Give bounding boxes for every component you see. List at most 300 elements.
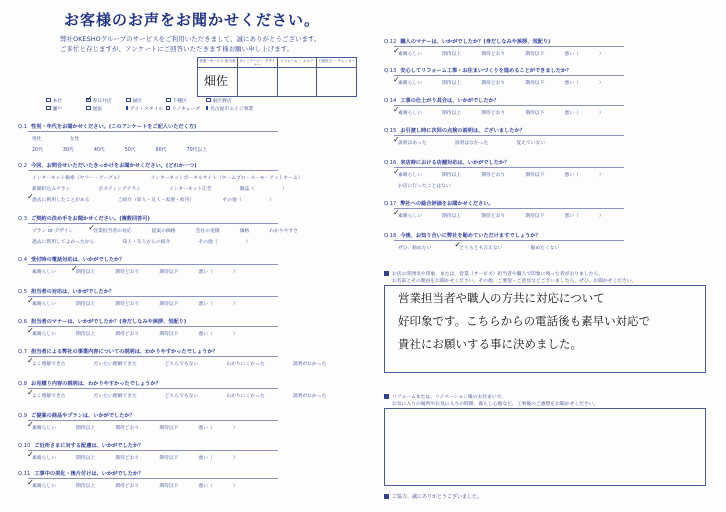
answer-option[interactable] [159,454,178,461]
answer-option[interactable] [94,146,105,153]
question-number: Q.1 [18,124,28,130]
answer-option[interactable] [233,300,238,307]
answer-option-label: ポスティングチラシ [98,187,141,192]
answer-options [393,208,604,219]
answer-option-label: 期待以上 [76,332,96,337]
answer-option[interactable] [442,79,461,86]
answer-option-label: 期待以下 [525,214,545,219]
question-title [18,162,197,169]
form-title: お客様のお声をお聞かせください。 [64,11,321,29]
answer-options [393,46,604,57]
answer-option[interactable] [270,196,275,203]
answer-option[interactable] [165,392,199,399]
branch-label: リノキューブ [171,106,200,112]
answer-option-label: 価格 [239,229,250,234]
answer-option-label: 過去に利用してよかったから [32,240,95,245]
answer-option[interactable] [442,212,461,219]
answer-options [32,238,250,245]
answer-option[interactable] [165,360,199,367]
checkmark-icon: ✓ [27,478,34,487]
answer-option[interactable] [159,300,178,307]
branch-option[interactable] [86,105,120,112]
answer-option[interactable] [393,46,422,57]
answer-option-label: 期待以下 [525,111,545,116]
branch-row [46,93,276,104]
answer-option[interactable] [198,330,212,337]
branch-option[interactable] [46,97,80,104]
answer-option[interactable] [94,392,137,399]
question-text: 性別・年代をお聞かせください。(このアンケートをご記入いただく方) [31,124,197,130]
answer-option-label: ） [232,302,238,307]
question-text: ご近所さまに対する配慮は、いかがでしたか？ [34,443,144,449]
answer-option[interactable] [159,330,178,337]
answer-option[interactable] [481,79,505,86]
answer-option-label: だいたい理解できた [93,362,137,367]
branch-option[interactable] [166,105,200,112]
footer-thanks [384,493,482,500]
answer-option[interactable] [599,109,604,116]
answer-option[interactable] [27,478,56,489]
question-number: Q.4 [18,257,28,263]
intro-line: 弊社OKESHOグループのサービスをご利用いただきまして、誠にありがとうございます。 [60,35,321,43]
question-underline [28,131,278,132]
answer-option-label: ） [269,198,275,203]
answer-option[interactable] [198,424,212,431]
question-underline [28,223,278,224]
answer-option[interactable] [32,238,94,245]
answer-option[interactable] [393,75,422,86]
answer-option[interactable] [169,185,212,192]
answer-option-label: ） [282,187,287,192]
question-underline [394,105,624,106]
answer-option[interactable] [159,424,178,431]
answer-option[interactable] [393,105,422,116]
branch-option[interactable] [126,105,164,112]
branch-option[interactable] [206,97,240,104]
question-number: Q.18 [384,233,397,239]
comment2-prompt-line: リフォームまたは、リノベーション後のお住まいで、 [392,395,507,400]
question-underline [28,356,278,357]
question-title [384,67,571,74]
answer-option-label: 悪い（ [198,484,213,489]
answer-option-label: 期待以下 [159,270,179,275]
checkmark-icon: ✓ [27,192,34,201]
answer-option-label: ） [598,52,604,57]
checkbox-icon[interactable] [166,106,170,111]
answer-option-label: 覚えていない [516,141,546,146]
question-number: Q.13 [384,68,397,74]
stamp-header: 工程担当 ・ チェッカー [317,58,356,68]
answer-option-label: 期待以上 [442,111,462,116]
answer-option-label: 営業担当者の対応 [93,229,132,234]
comment1-handwriting: 好印象です。こちらからの電話後も素早い対応で [398,314,651,328]
answer-option-label: 素晴らしい [398,214,422,219]
question-number: Q.8 [18,381,28,387]
answer-option-label: ） [232,456,238,461]
answer-option-label: 説明がなかった [292,394,327,399]
answer-option[interactable] [442,50,461,57]
answer-option[interactable] [32,135,42,142]
answer-option-label: 期待以上 [442,81,462,86]
branch-label: 尾張 [92,106,103,112]
answer-option[interactable] [159,482,178,489]
answer-option[interactable] [198,482,212,489]
question-number: Q.9 [18,413,28,419]
question-underline [394,135,624,136]
question-underline [394,46,624,47]
answer-option[interactable] [564,50,578,57]
question-text: 担当者の対応は、いかがでしたか？ [31,289,115,295]
answer-option-label: 60代 [155,148,167,153]
answer-option[interactable] [198,300,212,307]
checkbox-icon[interactable] [126,106,128,111]
answer-option-label: 説明はなかった [454,141,489,146]
answer-option[interactable] [115,300,139,307]
checkbox-icon[interactable] [46,98,51,103]
answer-option[interactable] [393,135,427,146]
answer-option[interactable] [32,174,122,181]
answer-option[interactable] [564,109,578,116]
checkbox-icon[interactable] [86,93,93,103]
answer-option[interactable] [150,174,302,181]
question-text: ご提案の商品やプランは、いかがでしたか？ [31,413,135,419]
answer-option[interactable] [226,360,264,367]
answer-option[interactable] [233,482,238,489]
question-text: 受付時の電話対応は、いかがでしたか？ [31,257,125,263]
answer-option-label: ） [598,81,604,86]
question-text: 安心してリフォーム工事・お住まいづくりを進めることができましたか？ [400,68,572,74]
answer-option[interactable] [27,296,56,307]
question-text: お見積り内容の説明は、わかりやすかったでしょうか？ [31,381,161,387]
answer-option[interactable] [233,454,238,461]
answer-option[interactable] [233,268,238,275]
answer-option-label: 男性 [32,137,42,142]
answer-option-label: どちらとも言えない [459,246,503,251]
answer-option[interactable] [525,79,544,86]
bullet-square-icon [384,394,389,399]
checkmark-icon: ✓ [27,296,34,305]
question-title [18,288,114,295]
branch-label: 緑区 [132,98,143,104]
answer-option-label: どちらでもない [164,394,199,399]
question-number: Q.11 [18,471,31,477]
checkmark-icon: ✓ [27,356,34,365]
checkmark-icon: ✓ [454,240,462,249]
checkmark-icon: ✓ [27,388,34,397]
question-title [384,200,494,207]
answer-option-label: その他（ [222,198,242,203]
answer-option[interactable] [198,454,212,461]
question-underline [28,296,278,297]
answer-option[interactable] [481,109,505,116]
checkbox-icon[interactable] [166,98,171,103]
checkbox-icon[interactable] [46,106,51,111]
answer-option-label: 30代 [62,148,74,153]
checkmark-icon: ✓ [88,223,95,232]
answer-options [398,240,560,251]
answer-option-label: インターネット広告 [169,187,212,192]
answer-options [27,478,238,489]
answer-option[interactable] [564,171,578,178]
answer-option-label: 素晴らしい [398,173,422,178]
answer-option[interactable] [525,109,544,116]
answer-option[interactable] [233,424,238,431]
answer-option[interactable] [27,356,66,367]
answer-option-label: 期待どおり [481,214,506,219]
question-text: 工事の仕上がり具合は、いかがでしたか？ [400,98,499,104]
question-title [384,159,509,166]
question-text: 職人のマナーは、いかがでしたか？(身だしなみや挨拶、気配り) [400,39,551,45]
comment2-box[interactable] [384,408,706,486]
checkmark-icon: ✓ [393,105,400,114]
answer-option[interactable] [198,238,217,245]
answer-option[interactable] [115,482,139,489]
answer-options [27,326,238,337]
branch-option[interactable] [206,105,254,112]
answer-options [398,182,451,189]
answer-option[interactable] [599,79,604,86]
answer-option-label: 悪い（ [564,173,579,178]
stamp-column [198,58,238,96]
answer-option-label: 期待どおり [481,81,506,86]
question-text: 担当者のマナーは、いかがでしたか？(身だしなみや挨拶、気配り) [31,319,187,325]
answer-option-label: ご紹介（知人・友人・家族・町内） [117,198,195,203]
answer-option-label: 期待以下 [159,426,179,431]
question-number: Q.6 [18,319,28,325]
checkmark-icon: ✓ [27,450,34,459]
question-number: Q.15 [384,128,397,134]
answer-option[interactable] [76,482,95,489]
question-number: Q.2 [18,163,28,169]
branch-option[interactable] [166,97,200,104]
answer-option-label: 期待どおり [115,270,140,275]
question-underline [28,264,278,265]
answer-option-label: 悪い（ [564,111,579,116]
answer-option-label: 素晴らしい [32,426,56,431]
answer-option[interactable] [564,212,578,219]
answer-option[interactable] [393,208,422,219]
answer-option[interactable] [32,268,56,275]
bullet-square-icon [384,494,389,499]
answer-option[interactable] [76,330,95,337]
answer-option[interactable] [27,450,56,461]
question-number: Q.16 [384,160,397,166]
answer-option[interactable] [118,196,195,203]
answer-option-label: 期待どおり [115,302,140,307]
answer-option[interactable] [282,185,287,192]
answer-option[interactable] [525,50,544,57]
answer-options [32,185,287,192]
answer-option-label: 期待以上 [442,214,462,219]
answer-option-label: 期待どおり [481,173,506,178]
answer-option-label: 悪い（ [198,456,213,461]
answer-option-label: 素晴らしい [32,332,56,337]
answer-option[interactable] [269,227,298,234]
stamp-column [238,58,278,96]
answer-option-label: 期待どおり [115,456,140,461]
answer-option[interactable] [516,139,545,146]
answer-option-label: わかりにくかった [226,362,265,367]
answer-options [27,296,238,307]
answer-option-label: 勧めたくない [530,246,560,251]
answer-option-label: 期待以下 [525,173,545,178]
question-title [384,38,550,45]
answer-option[interactable] [226,392,264,399]
answer-option-label: 期待以下 [159,332,179,337]
answer-option[interactable] [122,238,170,245]
answer-option-label: ） [232,270,238,275]
answer-option[interactable] [525,212,544,219]
answer-option[interactable] [198,268,212,275]
answer-option[interactable] [115,268,139,275]
answer-option-label: 20代 [32,148,43,153]
answer-option[interactable] [393,167,422,178]
answer-option[interactable] [455,139,489,146]
answer-option-label: よく理解できた [32,394,66,399]
answer-option[interactable] [27,192,90,203]
comment2-prompt-line: お気に入りの場所やお気に入りの時間、暮らし心地など、工事後のご感想をお聞かせください。 [392,402,599,407]
answer-option[interactable] [398,182,451,189]
answer-option[interactable] [156,146,167,153]
question-title [18,215,150,222]
answer-option[interactable] [442,171,461,178]
intro-text [60,34,320,54]
answer-option[interactable] [70,135,80,142]
answer-option[interactable] [398,244,431,251]
comment2-prompt [384,393,598,407]
checkbox-icon[interactable] [86,106,91,111]
answer-option-label: ） [598,173,604,178]
footer-text: ご協力、誠にありがとうございました。 [392,494,483,500]
answer-options [393,75,604,86]
answer-option[interactable] [481,212,505,219]
answer-option[interactable] [187,146,208,153]
question-text: 担当者による弊社の事業内容についての説明は、わかりやすかったでしょうか？ [31,349,218,355]
comment1-prompt-line: お店の雰囲気や印象、または、営業（サービス）担当者や職人で印象に残った者がおりましたら、 [392,272,604,277]
answer-option-label: 素晴らしい [398,111,422,116]
comment1-handwriting: 営業担当者や職人の方共に対応について [398,291,605,305]
answer-option-label: 素晴らしい [32,270,56,275]
answer-options [393,135,546,146]
answer-option[interactable] [240,227,250,234]
answer-option[interactable] [63,146,74,153]
answer-option[interactable] [442,109,461,116]
answer-option[interactable] [599,212,604,219]
answer-option-label: 50代 [124,148,136,153]
answer-option[interactable] [525,171,544,178]
answer-options [32,223,298,234]
answer-option-label: 雑誌（ [239,187,255,192]
answer-option-label: ） [232,332,238,337]
comment1-handwriting: 貴社にお願いする事に決めました。 [398,337,582,351]
answer-option[interactable] [599,50,604,57]
answer-option[interactable] [71,264,96,275]
answer-option[interactable] [481,171,505,178]
answer-option[interactable] [531,244,560,251]
question-title [18,442,143,449]
branch-option[interactable] [126,97,160,104]
answer-option[interactable] [125,146,136,153]
staff-stamp-table [197,57,357,97]
answer-options [27,450,238,461]
answer-option[interactable] [481,50,505,57]
question-text: ご契約の決め手をお聞かせください。(複数回答可) [31,216,150,222]
answer-option[interactable] [115,330,139,337]
answer-option[interactable] [76,424,95,431]
question-number: Q.5 [18,289,28,295]
question-underline [28,450,278,451]
answer-option[interactable] [159,268,178,275]
answer-option-label: 40代 [93,148,105,153]
answer-option[interactable] [222,196,241,203]
answer-option[interactable] [233,330,238,337]
answer-option[interactable] [88,223,132,234]
answer-option[interactable] [196,227,220,234]
answer-option[interactable] [94,360,137,367]
question-underline [394,240,624,241]
answer-option-label: 悪い（ [198,270,213,275]
answer-option[interactable] [32,146,43,153]
answer-option[interactable] [98,185,141,192]
question-text: 来店時における店舗対応は、いかがでしたか？ [400,160,510,166]
branch-label: 春日井店 [92,98,112,104]
branch-option[interactable] [46,105,80,112]
answer-option-label: ） [232,484,238,489]
answer-option-label: インターネットポータルサイト（ホームプロ・スーモ・アットホーム） [150,176,303,181]
answer-option[interactable] [293,360,327,367]
question-title [18,380,161,387]
question-title [384,232,541,239]
answer-option[interactable] [76,300,95,307]
answer-option[interactable] [293,392,327,399]
answer-option-label: どちらでもない [164,362,199,367]
answer-option[interactable] [115,424,139,431]
stamp-header: リフォーム ・ エステ [278,58,317,68]
answer-option[interactable] [27,388,66,399]
answer-option-label: 期待どおり [481,111,506,116]
question-text: 今後、お知り合いに弊社を勧めていただけますでしょうか？ [400,233,541,239]
answer-option-label: 悪い（ [198,302,213,307]
stamp-column [317,58,356,96]
answer-option-label: プラン or デザイン [32,229,74,234]
checkmark-icon: ✓ [393,167,400,176]
answer-option[interactable] [27,420,56,431]
answer-option-label: 説明はあった [398,141,427,146]
answer-option[interactable] [27,326,56,337]
answer-option[interactable] [454,240,503,251]
answer-option[interactable] [152,227,176,234]
answer-option[interactable] [564,79,578,86]
answer-option[interactable] [32,227,73,234]
question-underline [28,326,278,327]
answer-option-label: 知人・友人からの紹介 [122,240,171,245]
checkbox-icon[interactable] [126,98,131,103]
answer-option-label: 期待以上 [442,173,462,178]
answer-option[interactable] [246,238,251,245]
checkbox-icon[interactable] [206,106,208,111]
answer-option-label: 期待以上 [76,456,96,461]
question-text: 工事中の美化・後片付けは、いかがでしたか？ [34,471,144,477]
answer-option[interactable] [76,454,95,461]
answer-option-label: 期待以上 [76,270,96,275]
answer-option[interactable] [32,185,70,192]
answer-option[interactable] [599,171,604,178]
branch-option[interactable] [86,93,120,104]
checkbox-icon[interactable] [206,98,211,103]
answer-option[interactable] [115,454,139,461]
answer-option[interactable] [240,185,254,192]
question-number: Q.17 [384,201,397,207]
